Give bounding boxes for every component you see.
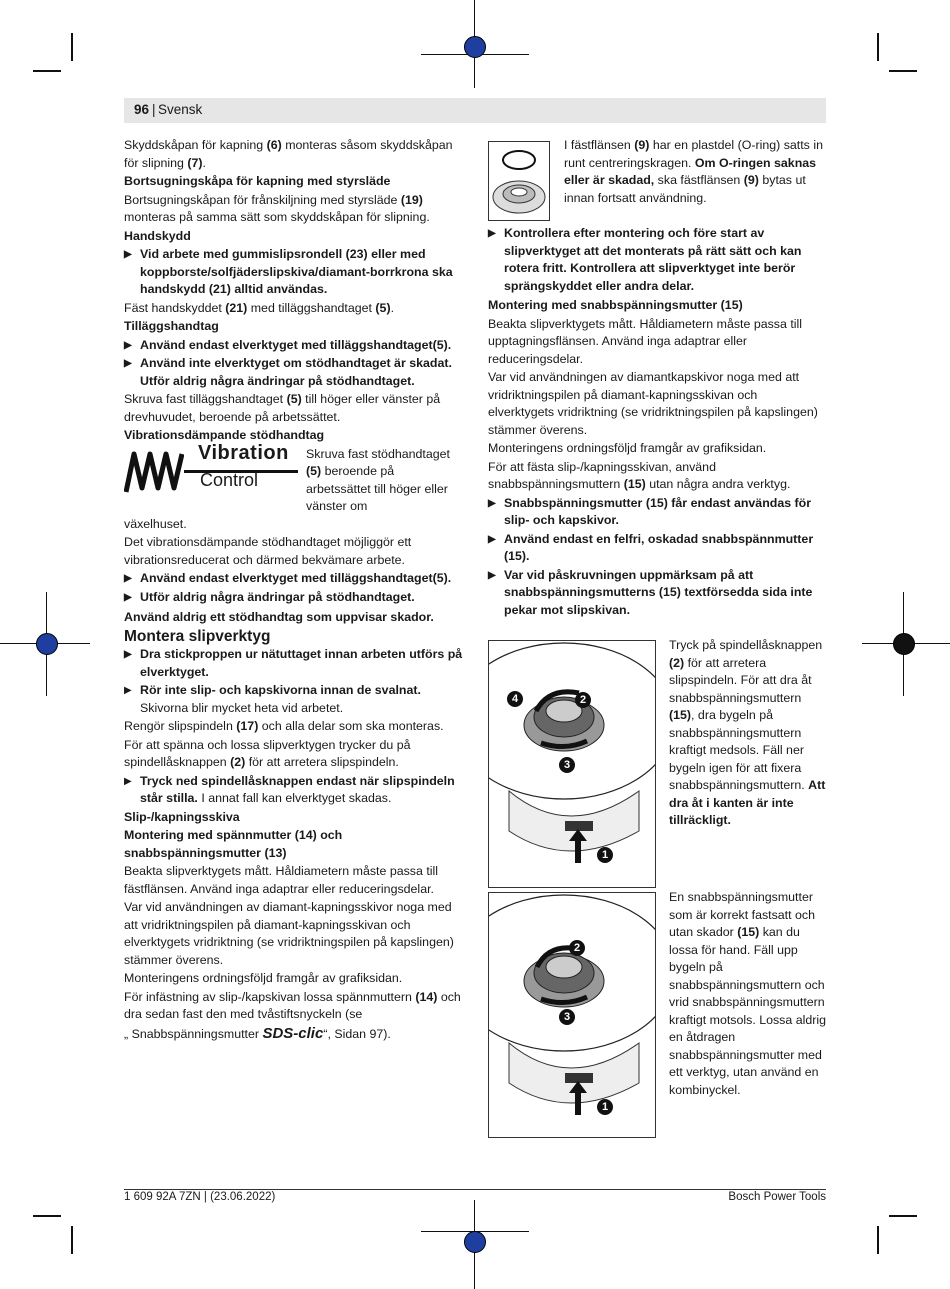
figure-callout: 1 xyxy=(597,1099,613,1115)
figure-callout: 2 xyxy=(569,940,585,956)
paragraph xyxy=(564,137,826,207)
text-run: med tilläggshandtaget xyxy=(247,300,376,315)
warning-bullet: ▶ Utför aldrig några ändringar på stödhandtaget. xyxy=(124,589,464,607)
bold-run: (5) xyxy=(375,300,391,315)
text-run: För infästning av slip-/kapskivan lossa spännmuttern xyxy=(124,989,416,1004)
paragraph xyxy=(124,989,464,1024)
bold-run: (2) xyxy=(230,755,246,769)
text-run: Fäst handskyddet xyxy=(124,300,226,315)
paragraph: Beakta slipverktygets mått. Håldiametern måste passa till fästflänsen. Använd inga adaptrar eller reduceringsdelar. xyxy=(124,864,439,896)
paragraph xyxy=(488,459,826,494)
figure-callout: 3 xyxy=(559,757,575,773)
crop-mark xyxy=(33,70,61,72)
paragraph: Det vibrationsdämpande stödhandtaget möjliggör ett vibrationsreducerat och därmed bekvämare arbete. xyxy=(124,535,412,567)
warning-bullet: ▶ Dra stickproppen ur nätuttaget innan arbeten utförs på elverktyget. xyxy=(124,646,464,681)
heading: Montering med snabbspänningsmutter (15) xyxy=(488,298,743,312)
text-run: monteras såsom skyddskåpan för slipning xyxy=(124,138,453,170)
figure-caption xyxy=(669,637,829,830)
text-run: för att arretera slipspindeln. För att dra åt snabbspänningsmuttern xyxy=(669,655,812,705)
registration-mark-top xyxy=(464,36,486,58)
heading: Slip-/kapningsskiva xyxy=(124,809,240,824)
crop-mark xyxy=(889,1215,917,1217)
heading: Tilläggshandtag xyxy=(124,319,219,333)
text-run: och alla delar som ska monteras. xyxy=(258,719,444,733)
paragraph xyxy=(124,737,464,772)
paragraph: växelhuset. xyxy=(124,516,187,531)
bold-run: (15) xyxy=(669,708,692,722)
vibration-control-logo xyxy=(124,441,300,494)
paragraph xyxy=(124,192,464,227)
text-run: till höger eller vänster på drevhuvudet, beroende på arbetssättet. xyxy=(124,392,441,424)
right-column xyxy=(488,137,826,620)
paragraph xyxy=(124,1025,464,1044)
text-run: Tryck på spindellåsknappen xyxy=(669,638,823,652)
paragraph xyxy=(306,446,458,516)
paragraph: Använd aldrig ett stödhandtag som uppvisar skador. xyxy=(124,610,434,624)
page-number: 96 xyxy=(134,102,150,117)
text-run: En snabbspänningsmutter som är korrekt fastsatt och utan skador xyxy=(669,890,815,939)
text-run: Skyddskåpan för kapning xyxy=(124,138,267,152)
left-column xyxy=(124,137,464,1044)
vibration-wave-icon xyxy=(124,448,184,494)
bold-run: (9) xyxy=(743,173,759,187)
crop-mark xyxy=(889,70,917,72)
bold-run: (15) xyxy=(623,477,646,491)
registration-mark-left xyxy=(36,633,58,655)
text: “, Sidan 97). xyxy=(323,1026,391,1041)
vibration-block xyxy=(124,441,464,516)
crop-mark xyxy=(33,1215,61,1217)
warning-bullet: ▶ Kontrollera efter montering och före start av slipverktyget att det monterats på rätt sätt och kan rotera fritt. Kontrollera att slipverktyget inte berör sprängskyddet eller andra delar. xyxy=(488,225,826,295)
text-run: . xyxy=(390,300,395,315)
text-run: Bortsugningskåpan för frånskiljning med styrsläde xyxy=(124,192,401,207)
quick-nut-tighten-figure xyxy=(488,640,656,888)
header-divider: | xyxy=(152,102,156,117)
flange-figure xyxy=(488,141,550,221)
crop-mark xyxy=(71,33,73,61)
bold-run: (2) xyxy=(669,655,685,670)
text-run: I fästflänsen xyxy=(564,138,635,152)
paragraph xyxy=(124,137,464,172)
registration-mark-right xyxy=(893,633,915,655)
footer-brand: Bosch Power Tools xyxy=(728,1191,826,1203)
warning-bullet xyxy=(124,682,464,717)
text: „ Snabbspänningsmutter xyxy=(124,1026,263,1041)
text-run: kan du lossa för hand. Fäll upp bygeln på snabbspänningsmuttern och vrid snabbspänningsmuttern kraftigt motsols. Lossa aldrig en åtdragen snabbspänningsmutter med ett verktyg, utan använd en kombinyckel. xyxy=(669,925,827,1097)
paragraph xyxy=(124,718,464,736)
quick-nut-loosen-figure xyxy=(488,892,656,1138)
paragraph: Var vid användningen av diamantkapskivor noga med att vridriktningspilen på diamant-kapningsskivan och elverktygets vridriktning (se vridriktningspilen på kapslingen) stämmer överens. xyxy=(488,370,818,437)
bold-run: (6) xyxy=(266,138,282,152)
text-run: monteras på samma sätt som skyddskåpan för slipning. xyxy=(124,210,430,224)
text-run: har en plastdel (O-ring) satts in runt centreringskragen. xyxy=(564,138,823,170)
warning-bullet: ▶ Använd endast elverktyget med tilläggshandtaget(5). xyxy=(124,337,464,355)
bold-run: Att dra åt i kanten är inte tillräckligt. xyxy=(669,778,826,827)
section-name: Svensk xyxy=(158,102,203,117)
bold-run: (14) xyxy=(415,989,438,1004)
figure-callout: 3 xyxy=(559,1009,575,1025)
text-run: Skruva fast stödhandtaget xyxy=(306,446,450,461)
text-run: Rengör slipspindeln xyxy=(124,719,237,733)
warning-bullet: ▶ Använd endast en felfri, oskadad snabbspännmutter (15). xyxy=(488,531,826,566)
footer-rule xyxy=(124,1189,826,1190)
section-heading: Montera slipverktyg xyxy=(124,627,271,645)
registration-mark-bottom xyxy=(464,1231,486,1253)
warning-bullet xyxy=(124,773,464,808)
text-run: , dra bygeln på snabbspänningsmuttern kraftigt medsols. Fäll ner bygeln igen för att fixera snabbspänningsmuttern. xyxy=(669,708,809,792)
bullet-normal: Skivorna blir mycket heta vid arbetet. xyxy=(140,700,344,715)
bold-run: (9) xyxy=(634,138,650,152)
figure-callout: 2 xyxy=(575,692,591,708)
crop-mark xyxy=(71,1226,73,1254)
heading: Vibrationsdämpande stödhandtag xyxy=(124,428,325,442)
flange-block xyxy=(488,137,826,221)
paragraph: Monteringens ordningsföljd framgår av grafiksidan. xyxy=(124,971,403,985)
text-run: För att spänna och lossa slipverktygen trycker du på spindellåsknappen xyxy=(124,737,411,769)
text-run: beroende på arbetssättet till höger eller vänster om xyxy=(306,464,448,513)
bold-run: Om O-ringen saknas eller är skadad, xyxy=(564,155,817,187)
bullet-bold: Rör inte slip- och kapskivorna innan de svalnat. xyxy=(140,683,421,697)
bold-run: (17) xyxy=(236,719,259,733)
bullet-normal: I annat fall kan elverktyget skadas. xyxy=(201,791,392,805)
warning-bullet: ▶ Använd inte elverktyget om stödhandtaget är skadat. Utför aldrig några ändringar på stödhandtaget. xyxy=(124,355,464,390)
paragraph: Monteringens ordningsföljd framgår av grafiksidan. xyxy=(488,441,767,455)
logo-vibration-text: Vibration xyxy=(198,441,289,464)
bold-run: (5) xyxy=(306,464,322,478)
text-run: För att fästa slip-/kapningsskivan, använd snabbspänningsmuttern xyxy=(488,459,716,491)
figure-callout: 1 xyxy=(597,847,613,863)
crop-mark xyxy=(877,33,879,61)
bold-run: (19) xyxy=(400,192,423,207)
paragraph: Var vid användningen av diamant-kapningsskivor noga med att vridriktningspilen på diamant-kapningsskivan och elverktygets vridriktning (se vridriktningspilen på kapslingen) stämmer överens. xyxy=(124,900,454,967)
page-header xyxy=(124,98,826,123)
bold-run: (21) xyxy=(225,300,248,315)
bold-run: (15) xyxy=(737,925,760,939)
figure-callout: 4 xyxy=(507,691,523,707)
paragraph xyxy=(124,300,464,318)
text-run: för att arretera slipspindeln. xyxy=(245,755,399,769)
warning-bullet: ▶ Var vid påskruvningen uppmärksam på att snabbspänningsmutterns (15) textförsedda sida inte pekar mot slipskivan. xyxy=(488,567,826,620)
heading: Montering med spännmutter (14) och snabbspänningsmutter (13) xyxy=(124,828,343,860)
text-run: Skruva fast tilläggshandtaget xyxy=(124,392,287,406)
warning-bullet: ▶ Snabbspänningsmutter (15) får endast användas för slip- och kapskivor. xyxy=(488,495,826,530)
text-run: bytas ut innan fortsatt användning. xyxy=(564,173,806,205)
bold-run: (5) xyxy=(286,392,302,406)
logo-control-text: Control xyxy=(200,469,259,490)
warning-bullet: ▶ Vid arbete med gummislipsrondell (23) eller med koppborste/solfjäderslipskiva/diamant-borrkrona ska handskydd (21) alltid användas. xyxy=(124,246,464,299)
warning-bullet: ▶ Använd endast elverktyget med tilläggshandtaget(5). xyxy=(124,570,464,588)
flange-o-ring-icon xyxy=(489,142,549,220)
paragraph: Beakta slipverktygets mått. Håldiametern måste passa till upptagningsflänsen. Använd inga adaptrar eller reduceringsdelar. xyxy=(488,316,803,366)
text-run: utan några andra verktyg. xyxy=(645,477,791,491)
text-run: . xyxy=(202,155,206,170)
text-run: ska fästflänsen xyxy=(654,173,744,187)
text-run: och dra sedan fast den med tvåstiftsnyckeln (se xyxy=(124,989,461,1021)
footer-doc-id: 1 609 92A 7ZN | (23.06.2022) xyxy=(124,1191,276,1203)
figure-caption xyxy=(669,889,829,1099)
bold-run: (7) xyxy=(187,155,203,170)
paragraph xyxy=(124,391,464,426)
bullet-bold: Tryck ned spindellåsknappen endast när slipspindeln står stilla. xyxy=(140,773,455,805)
heading: Bortsugningskåpa för kapning med styrsläde xyxy=(124,174,391,188)
sds-clic-logo: SDS-clic xyxy=(262,1024,324,1042)
crop-mark xyxy=(877,1226,879,1254)
heading: Handskydd xyxy=(124,228,191,243)
